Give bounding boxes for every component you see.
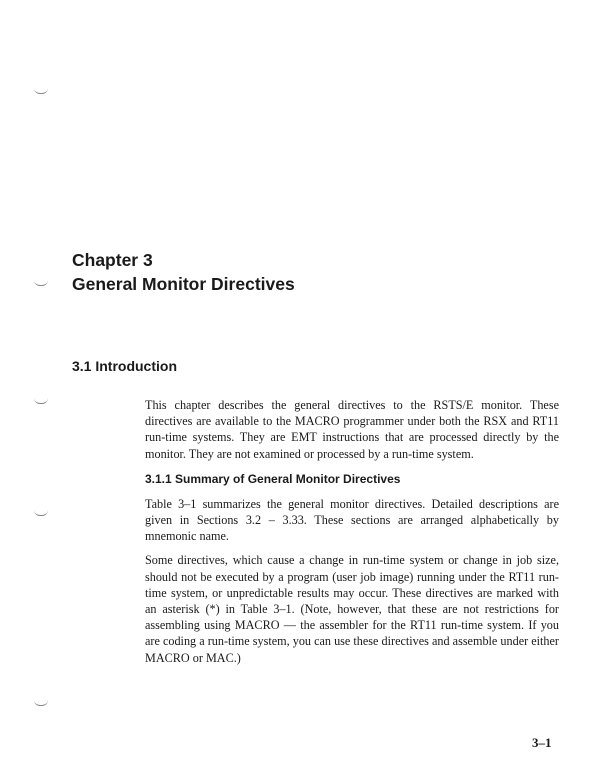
intro-paragraph: This chapter describes the general directives to the RSTS/E monitor. These directives are available to the MACRO programmer under both the RSX and RT11 run-time systems. They are EMT instructions that are processed directly by the monitor. They are not examined or processed by a run-time system. <box>145 398 559 461</box>
subsection-heading: 3.1.1 Summary of General Monitor Directives <box>145 471 401 486</box>
section-heading: 3.1 Introduction <box>72 358 177 374</box>
margin-mark <box>34 510 48 516</box>
warning-paragraph: Some directives, which cause a change in run-time system or change in job size, should not be executed by a program (user job image) running under the RT11 run-time system, or unpredictable results may occur. These directives are marked with an asterisk (*) in Table 3–1. (Note, however, that these are not restrictions for assembling using MACRO — the assembler for the RT11 run-time system. If you are coding a run-time system, you can use these directives and assemble under either MACRO or MAC.) <box>145 553 559 665</box>
margin-mark <box>34 88 48 94</box>
page-number: 3–1 <box>532 735 552 750</box>
summary-paragraph: Table 3–1 summarizes the general monitor directives. Detailed descriptions are given in Sections 3.2 – 3.33. These sections are arranged alphabetically by mnemonic name. <box>145 496 559 544</box>
body-column <box>145 397 559 666</box>
chapter-title: General Monitor Directives <box>72 274 295 294</box>
margin-mark <box>34 280 48 286</box>
margin-mark <box>34 700 48 706</box>
chapter-heading <box>72 248 295 296</box>
margin-mark <box>34 398 48 404</box>
chapter-number: Chapter 3 <box>72 250 153 270</box>
